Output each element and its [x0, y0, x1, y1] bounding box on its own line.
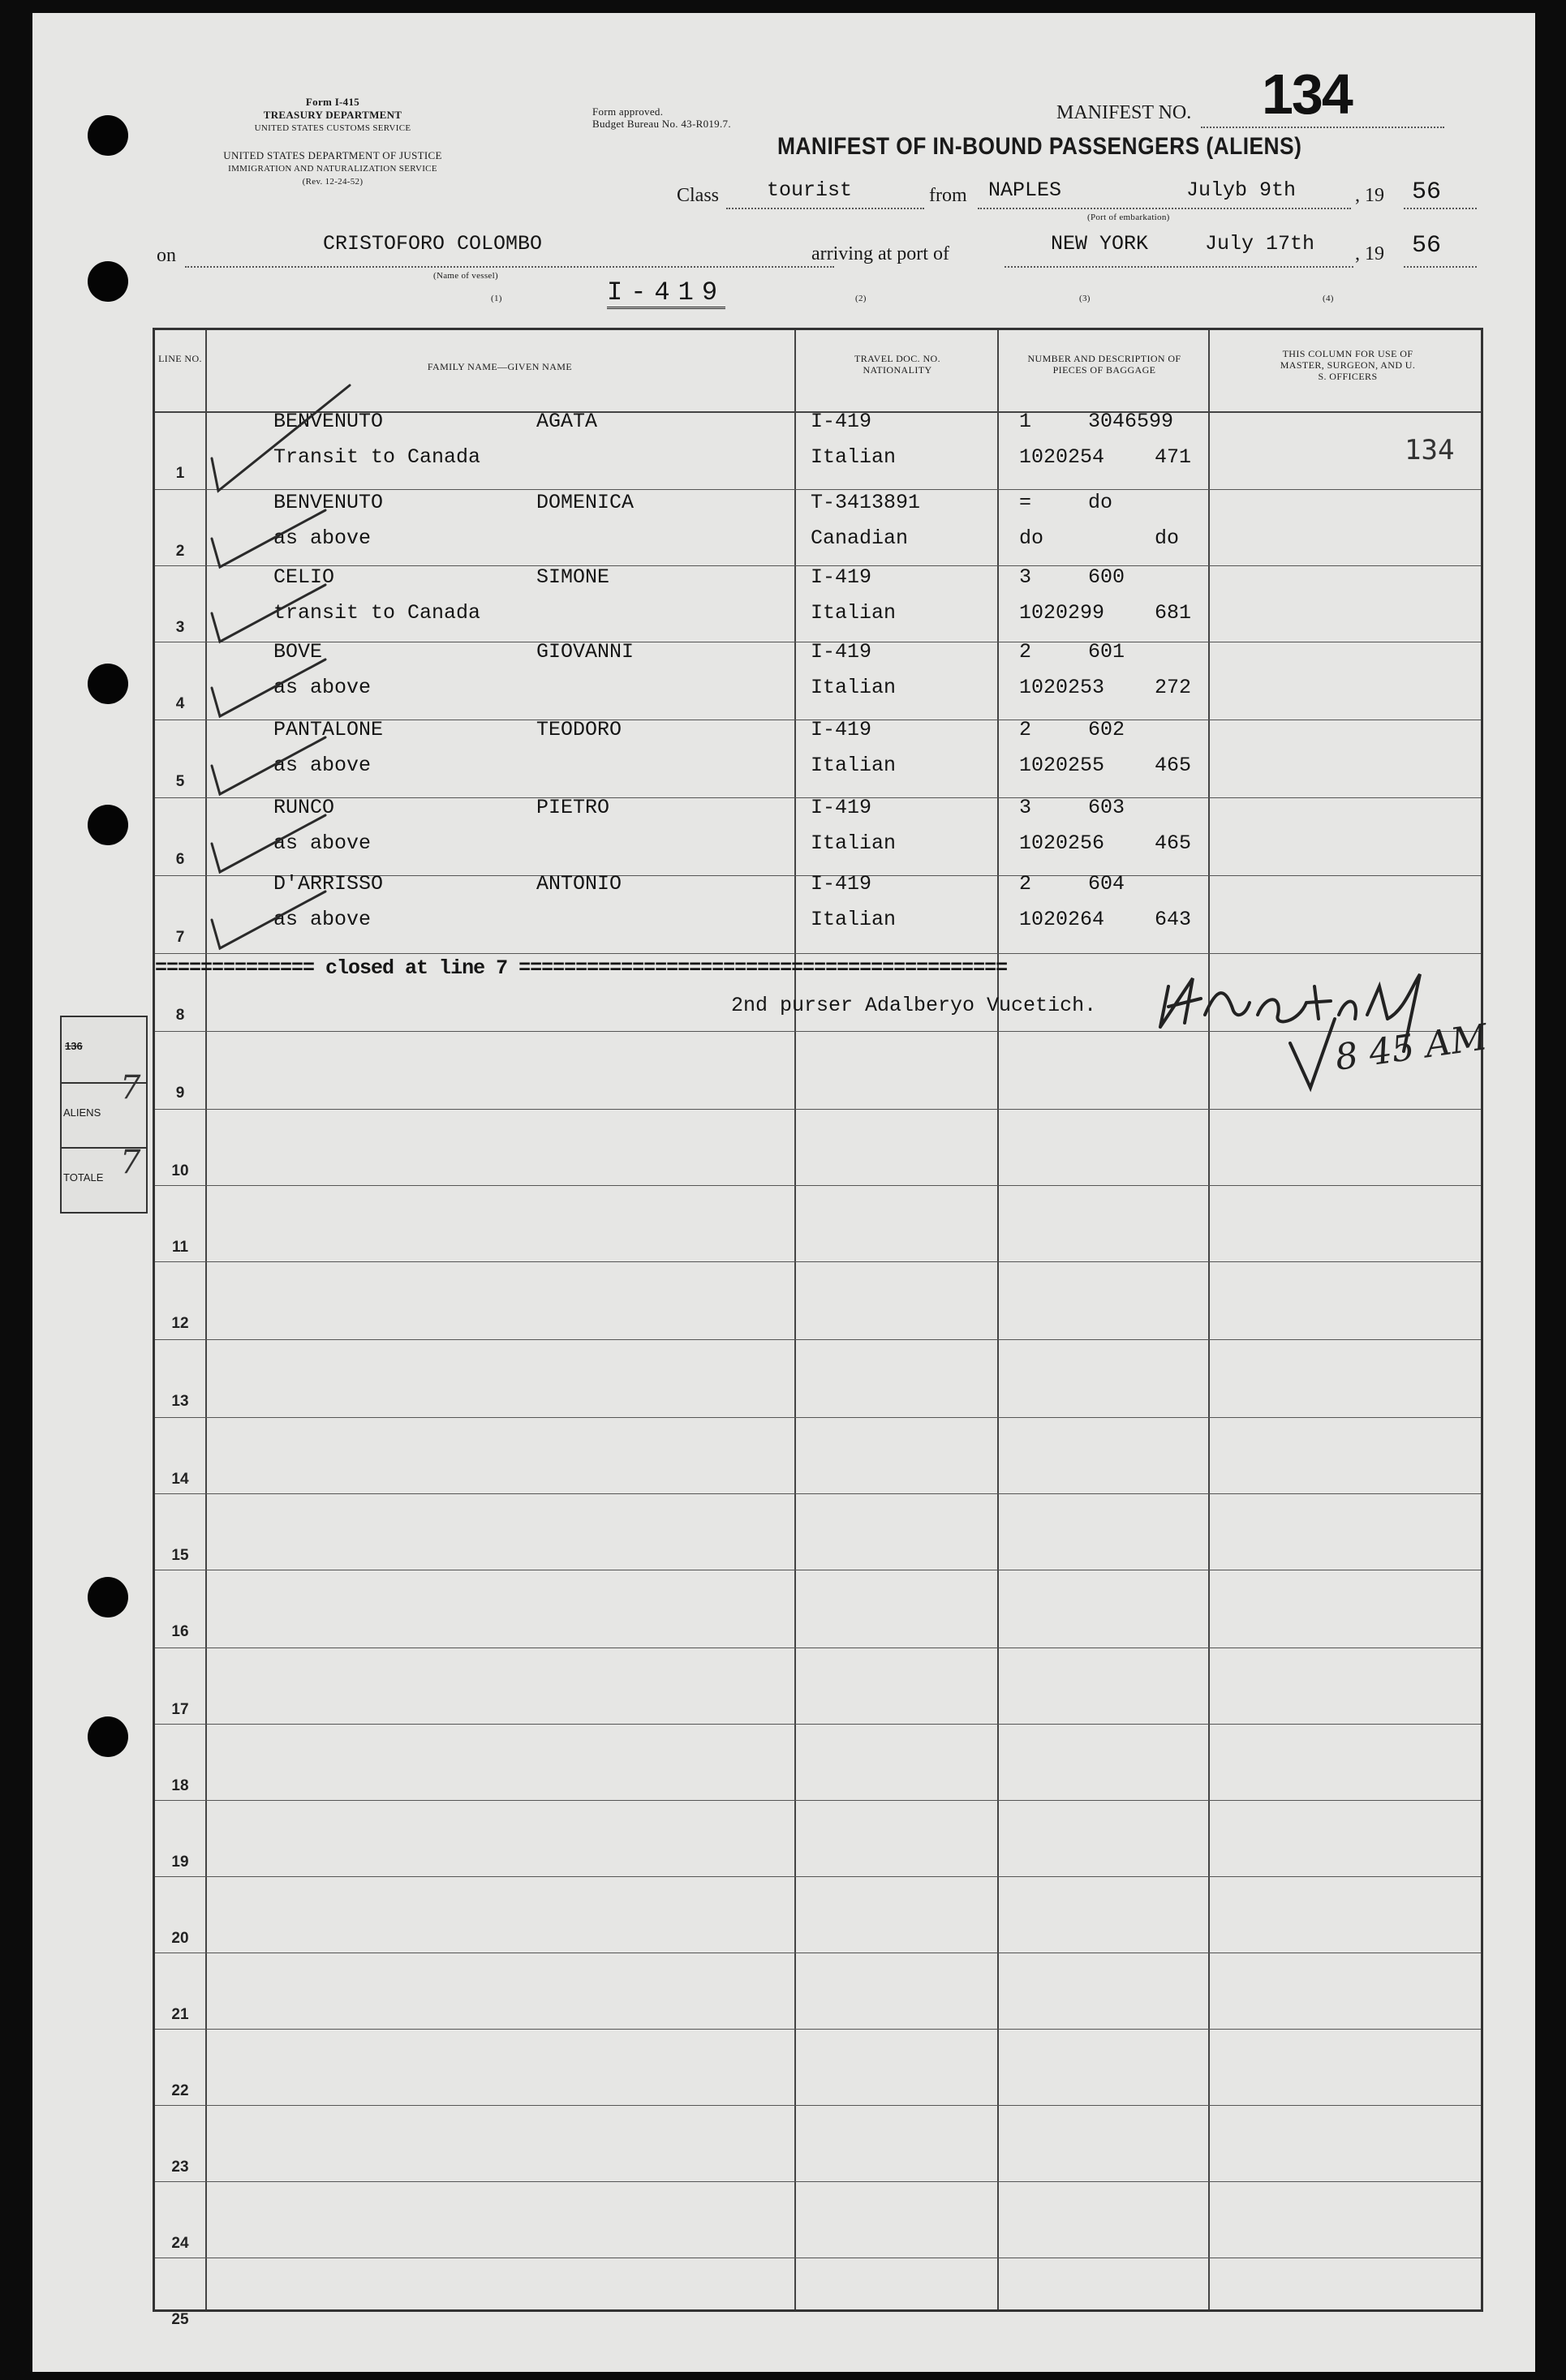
passenger-nationality: Italian: [811, 445, 897, 469]
col-header-travel-doc: TRAVEL DOC. NO. NATIONALITY: [854, 353, 940, 376]
passenger-given: ANTONIO: [536, 872, 622, 896]
passenger-bag-c: do: [1155, 526, 1180, 550]
row-divider: [155, 1185, 1481, 1186]
row-divider: [155, 1800, 1481, 1801]
line-number: 20: [171, 1930, 189, 1947]
customs-service: UNITED STATES CUSTOMS SERVICE: [254, 123, 411, 133]
passenger-nationality: Italian: [811, 908, 897, 931]
passenger-given: GIOVANNI: [536, 640, 635, 664]
dept-justice: UNITED STATES DEPARTMENT OF JUSTICE: [223, 149, 442, 161]
passenger-doc: I-419: [811, 565, 872, 589]
passenger-given: SIMONE: [536, 565, 610, 589]
line-number: 8: [175, 1007, 185, 1024]
passenger-bag-count: 1: [1019, 410, 1032, 433]
col-header-name: FAMILY NAME—GIVEN NAME: [427, 361, 573, 372]
passenger-family: BENVENUTO: [273, 491, 384, 514]
budget-bureau: Budget Bureau No. 43-R019.7.: [592, 118, 731, 130]
line-number: 21: [171, 2006, 189, 2023]
check-mark: [204, 875, 358, 964]
line-number: 2: [175, 543, 185, 560]
passenger-bag-c: 465: [1155, 754, 1192, 777]
closed-note: ============== closed at line 7 ===========================================: [155, 956, 1008, 980]
passenger-family: PANTALONE: [273, 718, 384, 741]
passenger-nationality: Italian: [811, 676, 897, 699]
passenger-bag-b: 1020299: [1019, 601, 1105, 625]
row-divider: [155, 1339, 1481, 1340]
passenger-bag-a: 604: [1088, 872, 1125, 896]
col-header-line: LINE NO.: [158, 353, 202, 364]
passenger-note: as above: [273, 754, 372, 777]
on-label: on: [157, 245, 176, 266]
vessel-name: CRISTOFORO COLOMBO: [323, 232, 543, 256]
passenger-doc: I-419: [811, 872, 872, 896]
passenger-family: CELIO: [273, 565, 335, 589]
line-number: 3: [175, 619, 185, 636]
passenger-bag-a: 3046599: [1088, 410, 1174, 433]
punch-hole: [88, 805, 128, 845]
arrival-year: 56: [1412, 232, 1442, 260]
class-value: tourist: [767, 178, 853, 202]
passenger-nationality: Italian: [811, 831, 897, 855]
arrival-date: July 17th: [1205, 232, 1315, 256]
passenger-nationality: Canadian: [811, 526, 909, 550]
passenger-note: as above: [273, 526, 372, 550]
passenger-nationality: Italian: [811, 601, 897, 625]
passenger-bag-a: do: [1088, 491, 1113, 514]
punch-hole: [88, 1577, 128, 1617]
purser-note: 2nd purser Adalberyo Vucetich.: [731, 994, 1097, 1017]
col-number-1: (1): [491, 294, 502, 303]
manifest-title: MANIFEST OF IN-BOUND PASSENGERS (ALIENS): [777, 133, 1302, 160]
passenger-given: AGATA: [536, 410, 598, 433]
row-divider: [155, 2105, 1481, 2106]
passenger-bag-b: 1020253: [1019, 676, 1105, 699]
passenger-bag-a: 601: [1088, 640, 1125, 664]
header-code: I-419: [607, 277, 726, 307]
line-number: 9: [175, 1085, 185, 1102]
passenger-nationality: Italian: [811, 754, 897, 777]
passenger-bag-b: 1020254: [1019, 445, 1105, 469]
port-of-embarkation: NAPLES: [988, 178, 1062, 202]
passenger-family: BENVENUTO: [273, 410, 384, 433]
passenger-bag-count: 2: [1019, 872, 1032, 896]
passenger-bag-b: do: [1019, 526, 1044, 550]
arriving-label: arriving at port of: [811, 243, 949, 264]
line-number: 18: [171, 1777, 189, 1794]
passenger-bag-count: 2: [1019, 640, 1032, 664]
passenger-bag-c: 272: [1155, 676, 1192, 699]
passenger-bag-c: 643: [1155, 908, 1192, 931]
passenger-doc: I-419: [811, 718, 872, 741]
col-number-2: (2): [855, 294, 867, 303]
line-number: 10: [171, 1162, 189, 1179]
dept-treasury: TREASURY DEPARTMENT: [263, 109, 402, 121]
col-header-baggage: NUMBER AND DESCRIPTION OF PIECES OF BAGGAGE: [1027, 353, 1181, 376]
passenger-bag-count: =: [1019, 491, 1032, 514]
manifest-no-label: MANIFEST NO.: [1056, 102, 1192, 123]
stamp-count-total: 7: [120, 1144, 141, 1181]
passenger-table: [153, 328, 1483, 2328]
passenger-given: TEODORO: [536, 718, 622, 741]
passenger-bag-count: 2: [1019, 718, 1032, 741]
passenger-note: as above: [273, 831, 372, 855]
passenger-officer: 134: [1405, 434, 1455, 466]
passenger-doc: T-3413891: [811, 491, 921, 514]
passenger-doc: I-419: [811, 640, 872, 664]
passenger-bag-c: 681: [1155, 601, 1192, 625]
passenger-doc: I-419: [811, 796, 872, 819]
punch-hole: [88, 664, 128, 704]
row-divider: [155, 1109, 1481, 1110]
passenger-bag-count: 3: [1019, 796, 1032, 819]
punch-hole: [88, 261, 128, 302]
row-divider: [155, 1417, 1481, 1418]
year-prefix-2: 19: [1365, 243, 1384, 264]
line-number: 11: [171, 1239, 189, 1256]
manifest-page: Form I-415 TREASURY DEPARTMENT UNITED STATES CUSTOMS SERVICE UNITED STATES DEPARTMENT OF JUSTICE IMMIGRATION AND NATURALIZATION SERVICE (Rev. 12-24-52) Form approved. Budget Bureau No. 43-R019.7. MANIFEST NO. 134 MANIFEST OF IN-BOUND PASSENGERS (ALIENS) Class tourist from NAPLES Julyb 9th , 19 56 (Port of embarkation) on CRISTOFORO COLOMBO arriving at port of NEW YORK July 17th , 19 56 (Name of vessel) (1) (2) (3) (4) I-419 136 ALIENS TOTALE 7 7 LINE NO. FAMILY NAME—GIVEN NAME TRAVEL DOC. NO. NATIONALITY NUMBER AND DESCRIPTION OF PIECES OF BAGGAGE THIS COLUMN FOR USE OF MASTER, SURGEON, AND U. S. OFFICERS 1 2 3 4 5 6 7 8 9 10 11 12 13 14 15 16 17 18 19 20 21 22 23 24 25 BENVENUTO AGATA Transit to Canada I-419 Italian 1 3046599 1020254 471 134 BENVENUTO DOMENICA as above T-3413891 Canadian = do do do CELIO SIMONE transit to Canada I-419 Italian 3 600 1020299 681 BOVE GIOVANNI as above I-419 Italian 2 601 1020253 272 PANTALONE TEODORO as above I-419 Italian 2 602 1020255 465 RUNCO PIETRO as above I-419 Italian 3 603 1020256 465 D'ARRISSO ANTONIO as above I-419 Italian 2 604 1020264 643 ============== closed at line 7 =========================================== 2nd purser Adalberyo Vucetich. 8 45 AM: [32, 13, 1535, 2372]
manifest-number: 134: [1262, 62, 1352, 126]
punch-hole: [88, 1716, 128, 1757]
passenger-family: D'ARRISSO: [273, 872, 384, 896]
line-number: 12: [171, 1315, 189, 1332]
passenger-bag-c: 465: [1155, 831, 1192, 855]
arrival-port: NEW YORK: [1051, 232, 1149, 256]
passenger-bag-b: 1020264: [1019, 908, 1105, 931]
row-divider: [155, 1724, 1481, 1725]
passenger-bag-b: 1020256: [1019, 831, 1105, 855]
signature-time: 8 45 AM: [1332, 1016, 1491, 1079]
line-number: 16: [171, 1623, 189, 1640]
passenger-given: DOMENICA: [536, 491, 635, 514]
passenger-bag-b: 1020255: [1019, 754, 1105, 777]
line-number: 5: [175, 773, 185, 790]
line-number: 19: [171, 1854, 189, 1871]
row-divider: [155, 1876, 1481, 1877]
passenger-family: RUNCO: [273, 796, 335, 819]
aliens-count-stamp: [60, 1016, 148, 1214]
passenger-family: BOVE: [273, 640, 323, 664]
line-number: 17: [171, 1701, 189, 1718]
passenger-given: PIETRO: [536, 796, 610, 819]
immigration-service: IMMIGRATION AND NATURALIZATION SERVICE: [228, 164, 437, 174]
stamp-top: 136: [65, 1040, 83, 1052]
line-number: 24: [171, 2235, 189, 2252]
row-divider: [155, 2181, 1481, 2182]
passenger-bag-c: 471: [1155, 445, 1192, 469]
from-label: from: [929, 185, 967, 206]
passenger-note: as above: [273, 676, 372, 699]
passenger-bag-a: 603: [1088, 796, 1125, 819]
line-number: 15: [171, 1547, 189, 1564]
passenger-bag-a: 602: [1088, 718, 1125, 741]
stamp-totale: TOTALE: [63, 1171, 104, 1184]
passenger-doc: I-419: [811, 410, 872, 433]
col-number-4: (4): [1323, 294, 1334, 303]
row-divider: [155, 2029, 1481, 2030]
port-embark-caption: (Port of embarkation): [1087, 213, 1170, 222]
form-id: Form I-415: [305, 96, 360, 108]
departure-date: Julyb 9th: [1186, 178, 1297, 202]
line-number: 7: [175, 929, 185, 946]
revision: (Rev. 12-24-52): [302, 177, 364, 187]
line-number: 23: [171, 2159, 189, 2176]
col-header-officers: THIS COLUMN FOR USE OF MASTER, SURGEON, AND U. S. OFFICERS: [1280, 348, 1416, 382]
check-mark: [204, 377, 358, 507]
line-number: 22: [171, 2082, 189, 2099]
row-divider: [155, 1261, 1481, 1262]
passenger-note: transit to Canada: [273, 601, 481, 625]
passenger-note: Transit to Canada: [273, 445, 481, 469]
passenger-note: as above: [273, 908, 372, 931]
row-divider: [155, 1493, 1481, 1494]
line-number: 6: [175, 851, 185, 868]
class-label: Class: [677, 185, 720, 206]
punch-hole: [88, 115, 128, 156]
passenger-bag-count: 3: [1019, 565, 1032, 589]
line-number: 1: [175, 465, 185, 482]
line-number: 25: [171, 2311, 189, 2328]
year-prefix: 19: [1365, 185, 1384, 206]
line-number: 13: [171, 1393, 189, 1410]
form-approved: Form approved.: [592, 105, 664, 118]
departure-year: 56: [1412, 178, 1442, 206]
passenger-bag-a: 600: [1088, 565, 1125, 589]
line-number: 14: [171, 1471, 189, 1488]
col-number-3: (3): [1079, 294, 1091, 303]
stamp-count-aliens: 7: [120, 1069, 141, 1106]
vessel-caption: (Name of vessel): [433, 271, 498, 281]
stamp-aliens: ALIENS: [63, 1106, 101, 1119]
line-number: 4: [175, 695, 185, 712]
